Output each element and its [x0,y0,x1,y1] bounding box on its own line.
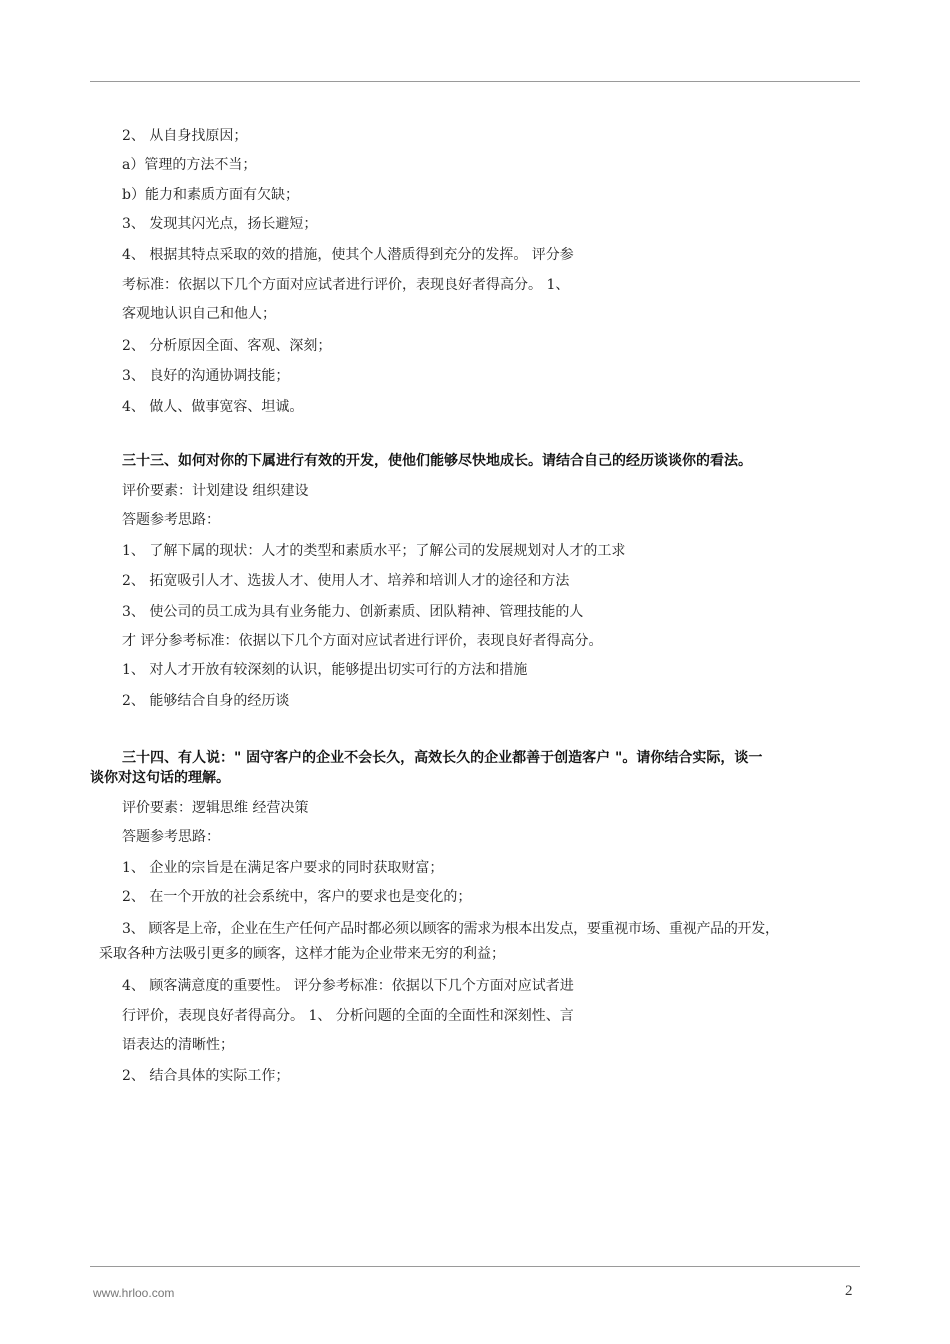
body-line: 行评价，表现良好者得高分。 1、 分析问题的全面的全面性和深刻性、言 [122,1008,574,1024]
body-line: 采取各种方法吸引更多的顾客，这样才能为企业带来无穷的利益； [99,946,505,962]
body-line: 2、 结合具体的实际工作； [122,1068,290,1084]
page-number: 2 [845,1283,853,1299]
body-line: 答题参考思路： [122,512,220,528]
body-line: 考标准：依据以下几个方面对应试者进行评价，表现良好者得高分。 1、 [122,277,570,293]
body-line: 2、 从自身找原因； [122,128,248,144]
body-line: 2、 分析原因全面、客观、深刻； [122,338,332,354]
body-line: 1、 对人才开放有较深刻的认识，能够提出切实可行的方法和措施 [122,662,528,678]
body-line: 4、 根据其特点采取的效的措施，使其个人潜质得到充分的发挥。 评分参 [122,247,574,263]
body-line: 4、 做人、做事宽容、坦诚。 [122,399,304,415]
body-line: 才 评分参考标准：依据以下几个方面对应试者进行评价，表现良好者得高分。 [122,633,603,649]
body-line: 语表达的清晰性； [122,1037,234,1053]
question-heading-34: 三十四、有人说：" 固守客户的企业不会长久，高效长久的企业都善于创造客户 "。请你结合实际，谈一 [122,750,763,766]
body-line: 评价要素：计划建设 组织建设 [122,483,309,499]
footer-site-link[interactable]: www.hrloo.com [93,1286,175,1300]
body-line: 3、 发现其闪光点，扬长避短； [122,216,318,232]
body-line: 答题参考思路： [122,829,220,845]
body-line: 3、 顾客是上帝，企业在生产任何产品时都必须以顾客的需求为根本出发点，要重视市场、重视产品的开发， [122,921,779,937]
body-line: 2、 能够结合自身的经历谈 [122,693,290,709]
body-line: 2、 在一个开放的社会系统中，客户的要求也是变化的； [122,889,472,905]
body-line: a）管理的方法不当； [122,157,257,173]
header-rule [90,81,860,82]
body-line: 3、 良好的沟通协调技能； [122,368,290,384]
question-heading-33: 三十三、如何对你的下属进行有效的开发，使他们能够尽快地成长。请结合自己的经历谈谈你的看法。 [122,453,752,469]
body-line: b）能力和素质方面有欠缺； [122,187,299,203]
body-line: 客观地认识自己和他人； [122,306,276,322]
body-line: 4、 顾客满意度的重要性。 评分参考标准：依据以下几个方面对应试者进 [122,978,574,994]
body-line: 2、 拓宽吸引人才、选拔人才、使用人才、培养和培训人才的途径和方法 [122,573,570,589]
body-line: 评价要素：逻辑思维 经营决策 [122,800,309,816]
question-heading-34-cont: 谈你对这句话的理解。 [90,770,230,786]
body-line: 1、 了解下属的现状：人才的类型和素质水平；了解公司的发展规划对人才的工求 [122,543,626,559]
body-line: 1、 企业的宗旨是在满足客户要求的同时获取财富； [122,860,444,876]
footer-rule [90,1266,860,1267]
body-line: 3、 使公司的员工成为具有业务能力、创新素质、团队精神、管理技能的人 [122,604,584,620]
